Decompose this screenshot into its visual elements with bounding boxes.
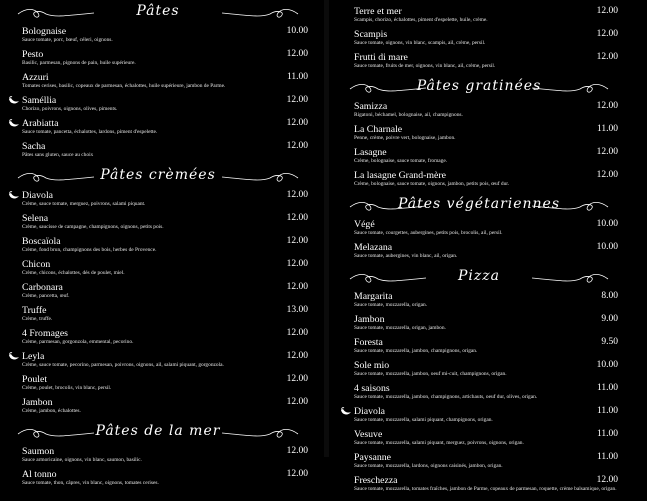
dish-description: Crème, saucisse de campagne, champignons, oignons, petits pois.: [22, 224, 164, 230]
menu-left-column: [8, 0, 308, 486]
dish-name: Végé: [354, 219, 375, 230]
dish-price: 12.00: [286, 469, 308, 479]
dish-name: Lasagne: [354, 147, 387, 158]
menu-item: [340, 360, 618, 383]
dish-description: Crème, jambon, échalottes.: [22, 408, 81, 414]
chili-pepper-icon: [8, 352, 20, 361]
dish-description: Crème, parmesan, gorgonzola, emmental, pecorino.: [22, 339, 134, 345]
dish-price: 11.00: [286, 72, 308, 82]
section-title-text: Pâtes de la mer: [95, 423, 221, 439]
dish-description: Rigatoni, béchamel, bolognaise, ail, champignons.: [354, 112, 463, 118]
dish-price: 10.00: [286, 26, 308, 36]
dish-description: Sauce tomate, pancetta, échalottes, lardons, piment d'espelette.: [22, 129, 158, 135]
dish-description: Penne, crème, poivre vert, bolognaise, jambon.: [354, 135, 456, 141]
dish-name: Scampis: [354, 29, 388, 40]
dish-description: Pâtes sans gluten, sauce au choix: [22, 152, 94, 158]
dish-description: Sauce tomate, mozzarella, jambon, champignons, origan.: [354, 348, 478, 354]
flourish-ornament-right: [220, 426, 300, 440]
dish-price: 12.00: [596, 52, 618, 62]
menu-item: [340, 124, 618, 147]
flourish-ornament-right: [220, 170, 300, 184]
flourish-ornament-left: [16, 6, 96, 20]
dish-name: Pesto: [22, 49, 44, 60]
section-title: [8, 0, 308, 26]
flourish-ornament-right: [530, 199, 610, 213]
chili-pepper-icon: [340, 407, 352, 416]
dish-price: 10.00: [596, 360, 618, 370]
menu-item: [340, 147, 618, 170]
dish-price: 11.00: [596, 429, 618, 439]
dish-name: Truffe: [22, 305, 47, 316]
menu-item: [340, 452, 618, 475]
menu-item: [340, 219, 618, 242]
flourish-ornament-left: [348, 271, 428, 285]
menu-item: [340, 429, 618, 452]
dish-price: 10.00: [596, 219, 618, 229]
chili-pepper-icon: [8, 119, 20, 128]
menu-item: [340, 242, 618, 265]
menu-item: [8, 95, 308, 118]
chili-pepper-icon: [8, 96, 20, 105]
dish-description: Crème, bolognaise, sauce tomate, fromage.: [354, 158, 448, 164]
dish-name: La Charnale: [354, 124, 403, 135]
menu-item: [340, 475, 618, 501]
menu-item: [340, 314, 618, 337]
dish-description: Sauce tomate, mozzarella, jambon, oeuf mi-cuit, champignons, origan.: [354, 371, 507, 377]
dish-price: 12.00: [286, 213, 308, 223]
menu-item: [8, 469, 308, 492]
flourish-ornament-left: [16, 426, 96, 440]
flourish-ornament-right: [530, 81, 610, 95]
dish-price: 13.00: [286, 305, 308, 315]
menu-item: [340, 406, 618, 429]
dish-name: Bolognaise: [22, 26, 67, 37]
dish-price: 12.00: [286, 351, 308, 361]
dish-description: Crème, pancetta, œuf.: [22, 293, 70, 299]
menu-right-column: [340, 0, 618, 492]
dish-description: Sauce tomate, mozzarella, origan, jambon.: [354, 325, 446, 331]
dish-price: 12.00: [596, 147, 618, 157]
dish-name: Freschezza: [354, 475, 398, 486]
dish-name: Terre et mer: [354, 6, 402, 17]
menu-item: [8, 328, 308, 351]
dish-description: Sauce tomate, porc, bœuf, céleri, oignons.: [22, 37, 113, 43]
column-divider: [324, 0, 329, 457]
dish-price: 12.00: [286, 190, 308, 200]
dish-name: 4 Fromages: [22, 328, 68, 339]
dish-name: Chicon: [22, 259, 51, 270]
dish-price: 12.00: [596, 6, 618, 16]
menu-item: [340, 101, 618, 124]
dish-price: 12.00: [286, 118, 308, 128]
menu-item: [340, 170, 618, 193]
dish-price: 12.00: [286, 282, 308, 292]
section-title-text: Pizza: [458, 268, 500, 284]
menu-item: [8, 236, 308, 259]
section-title: [8, 164, 308, 190]
dish-price: 12.00: [596, 29, 618, 39]
dish-description: Chorizo, poivrons, oignons, olives, piments.: [22, 106, 118, 112]
dish-price: 12.00: [286, 328, 308, 338]
dish-name: Al tonno: [22, 469, 57, 480]
chili-pepper-icon: [8, 191, 20, 200]
dish-name: Saméllia: [22, 95, 57, 106]
dish-name: Diavola: [22, 190, 54, 201]
dish-description: Crème, bolognaise, sauce tomate, oignons, jambon, petits pois, œuf dur.: [354, 181, 510, 187]
dish-description: Sauce tomate, oignons, vin blanc, scampis, ail, crème, persil.: [354, 40, 486, 46]
dish-name: Margarita: [354, 291, 393, 302]
dish-description: Sauce tomate, courgettes, aubergines, petits pois, brocolis, ail, persil.: [354, 230, 503, 236]
dish-description: Basilic, parmesan, pignons de pain, huile supérieure.: [22, 60, 136, 66]
dish-price: 12.00: [596, 101, 618, 111]
flourish-ornament-left: [348, 81, 428, 95]
dish-price: 11.00: [596, 383, 618, 393]
menu-item: [8, 49, 308, 72]
menu-item: [340, 6, 618, 29]
dish-description: Sauce tomate, thon, câpres, vin blanc, oignons, tomates cerises.: [22, 480, 159, 486]
menu-item: [8, 141, 308, 164]
dish-name: Paysanne: [354, 452, 392, 463]
dish-name: 4 saisons: [354, 383, 390, 394]
dish-name: Frutti di mare: [354, 52, 408, 63]
menu-item: [8, 446, 308, 469]
menu-item: [8, 259, 308, 282]
dish-price: 10.00: [596, 242, 618, 252]
dish-price: 12.00: [286, 236, 308, 246]
section-title-text: Pâtes végétariennes: [397, 196, 561, 212]
dish-name: Samizza: [354, 101, 388, 112]
flourish-ornament-left: [16, 170, 96, 184]
dish-price: 9.00: [601, 314, 618, 324]
dish-name: Boscaïola: [22, 236, 61, 247]
menu-item: [8, 213, 308, 236]
menu-item: [8, 282, 308, 305]
dish-price: 12.00: [286, 141, 308, 151]
dish-name: La lasagne Grand-mère: [354, 170, 446, 181]
menu-item: [8, 351, 308, 374]
dish-price: 12.00: [286, 374, 308, 384]
dish-description: Tomates cerises, basilic, copeaux de parmesan, échalottes, huile supérieure, jambon de Parme.: [22, 83, 226, 89]
dish-description: Sauce tomate, fruits de mer, oignons, vin blanc, ail, crème, persil.: [354, 63, 496, 69]
dish-price: 8.00: [601, 291, 618, 301]
dish-price: 9.50: [601, 337, 618, 347]
menu-item: [340, 29, 618, 52]
dish-price: 11.00: [596, 406, 618, 416]
dish-name: Sole mio: [354, 360, 390, 371]
menu-item: [340, 337, 618, 360]
dish-price: 12.00: [286, 49, 308, 59]
menu-item: [8, 118, 308, 141]
menu-item: [8, 374, 308, 397]
dish-price: 12.00: [286, 259, 308, 269]
dish-name: Melazana: [354, 242, 393, 253]
dish-name: Diavola: [354, 406, 386, 417]
dish-description: Sauce tomate, mozzarella, jambon, champignons, artichauts, oeuf dur, olives, origan.: [354, 394, 538, 400]
section-title-text: Pâtes crèmées: [100, 167, 216, 183]
dish-description: Sauce tomate, aubergines, vin blanc, ail, origan.: [354, 253, 458, 259]
dish-description: Sauce tomate, mozzarella, salami piquant, merguez, poivrons, oignons, origan.: [354, 440, 524, 446]
section-title-text: Pâtes gratinées: [416, 78, 542, 94]
dish-price: 12.00: [286, 397, 308, 407]
dish-name: Azzuri: [22, 72, 49, 83]
dish-name: Saumon: [22, 446, 55, 457]
section-title: [8, 420, 308, 446]
dish-description: Crème, sauce tomate, merguez, poivrons, salami piquant.: [22, 201, 146, 207]
dish-name: Sacha: [22, 141, 46, 152]
flourish-ornament-right: [220, 6, 300, 20]
dish-description: Scampis, chorizo, échalottes, piment d'espelette, huile, crème.: [354, 17, 488, 23]
menu-item: [340, 52, 618, 75]
dish-description: Crème, truffe.: [22, 316, 53, 322]
menu-item: [8, 190, 308, 213]
dish-description: Crème, sauce tomate, pecorino, parmesan, poivrons, oignons, ail, salami piquant, gorgonzola.: [22, 362, 224, 368]
dish-name: Foresta: [354, 337, 383, 348]
dish-description: Sauce tomate, mozzarella, tomates fraîches, jambon de Parme, copeaux de parmesan, roquette, crème balsamique, origan.: [354, 486, 617, 492]
section-title: [340, 75, 618, 101]
menu-item: [8, 305, 308, 328]
dish-description: Crème, poulet, brocolis, vin blanc, persil.: [22, 385, 112, 391]
dish-description: Sauce tomate, mozzarella, origan.: [354, 302, 428, 308]
section-title: [340, 193, 618, 219]
dish-price: 12.00: [286, 95, 308, 105]
dish-price: 11.00: [596, 124, 618, 134]
dish-name: Jambon: [354, 314, 385, 325]
menu-item: [340, 383, 618, 406]
dish-description: Sauce armoricaine, oignons, vin blanc, saumon, basilic.: [22, 457, 142, 463]
section-title: [340, 265, 618, 291]
dish-description: Sauce tomate, mozzarella, lardons, oignons caisinés, jambon, origan.: [354, 463, 503, 469]
dish-description: Crème, fond brun, champignons des bois, herbes de Provence.: [22, 247, 157, 253]
menu-item: [8, 397, 308, 420]
dish-name: Leyla: [22, 351, 45, 362]
menu-item: [8, 26, 308, 49]
menu-item: [340, 291, 618, 314]
dish-description: Sauce tomate, mozzarella, salami piquant, champignons, origan.: [354, 417, 493, 423]
section-title-text: Pâtes: [136, 3, 180, 19]
dish-name: Arabiatta: [22, 118, 59, 129]
dish-name: Carbonara: [22, 282, 63, 293]
dish-price: 12.00: [596, 170, 618, 180]
dish-name: Vesuve: [354, 429, 383, 440]
dish-name: Jambon: [22, 397, 53, 408]
dish-price: 12.00: [596, 475, 618, 485]
menu-item: [8, 72, 308, 95]
dish-description: Crème, chicons, échalottes, dés de poulet, miel.: [22, 270, 125, 276]
dish-price: 12.00: [286, 446, 308, 456]
flourish-ornament-right: [530, 271, 610, 285]
dish-name: Selena: [22, 213, 49, 224]
dish-name: Poulet: [22, 374, 48, 385]
dish-price: 11.00: [596, 452, 618, 462]
